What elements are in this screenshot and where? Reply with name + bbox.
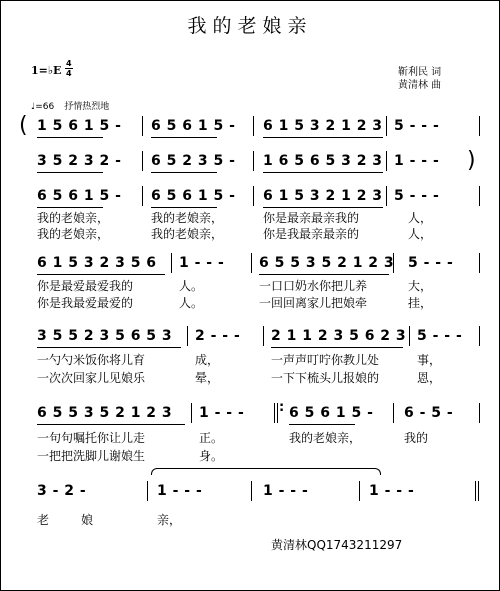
beam: [151, 137, 217, 138]
lyric-r4b-1: 你是我最爱最爱的: [37, 296, 134, 310]
barline: [409, 326, 410, 346]
barline: [253, 151, 254, 171]
lyric-r3a-4: 人，: [408, 211, 433, 225]
beam: [151, 207, 217, 208]
lyric-r5a-2: 成，: [195, 353, 220, 367]
repeat-dots: :: [279, 400, 285, 415]
time-signature-bottom: 4: [66, 69, 72, 78]
expression-marking: 抒情热烈地: [64, 102, 110, 112]
barline: [479, 403, 480, 423]
notes-r2-m3: 1 6 5 6 5 3 2 3: [263, 153, 383, 169]
lyric-r3b-2: 我的老娘亲，: [151, 227, 224, 241]
beam: [259, 274, 389, 275]
lyric-r3a-2: 我的老娘亲，: [151, 211, 224, 225]
opening-bracket: (: [19, 113, 28, 138]
lyric-r3a-3: 你是最亲最亲我的: [263, 211, 360, 225]
lyric-r5a-4: 事，: [417, 353, 442, 367]
beam: [37, 172, 103, 173]
barline: [393, 253, 394, 273]
notes-r6-m3: 6 5 6 1 5 -: [289, 405, 374, 421]
notes-r1-m3: 6 1 5 3 2 1 2 3: [263, 118, 383, 134]
notes-r5-m4: 5 - - -: [417, 328, 463, 344]
notes-r3-m1: 6 5 6 1 5 -: [37, 188, 122, 204]
final-barline: [475, 481, 479, 501]
lyric-r5b-2: 晕，: [195, 371, 220, 385]
barline: [251, 253, 252, 273]
notes-r4-m2: 1 - - -: [179, 255, 225, 271]
lyric-r4a-3: 一口口奶水你把儿养: [259, 279, 368, 293]
notes-r7-m3: 1 - - -: [263, 483, 309, 499]
closing-bracket: ): [467, 148, 476, 173]
notes-r7-m1: 3 - 2 -: [37, 483, 87, 499]
notes-r2-m4: 1 - - -: [394, 153, 440, 169]
lyric-r5b-4: 恩，: [417, 371, 442, 385]
key-signature: 1=♭E: [31, 64, 62, 77]
barline: [142, 186, 143, 206]
composer-credit: 黄清林 曲: [398, 80, 442, 91]
barline: [147, 481, 148, 501]
beam: [263, 137, 383, 138]
time-signature: [65, 59, 73, 78]
lyric-r5b-3: 一下下梳头儿报娘的: [271, 371, 380, 385]
notes-r5-m2: 2 - - -: [195, 328, 241, 344]
beam: [263, 207, 383, 208]
barline: [393, 403, 394, 423]
notes-r1-m2: 6 5 6 1 5 -: [151, 118, 236, 134]
repeat-barline: [274, 403, 278, 423]
barline: [142, 116, 143, 136]
lyric-r7-1: 老: [37, 513, 50, 527]
barline: [187, 326, 188, 346]
barline: [253, 186, 254, 206]
lyric-r3b-1: 我的老娘亲，: [37, 227, 110, 241]
beam: [151, 172, 217, 173]
barline: [386, 116, 387, 136]
signature-text: 黄清林QQ1743211297: [271, 538, 403, 552]
notes-r1-m1: 1 5 6 1 5 -: [37, 118, 122, 134]
lyric-r6a-1: 一句句嘱托你让儿走: [37, 431, 146, 445]
lyric-r7-2: 娘: [81, 513, 94, 527]
tie-arc: [151, 468, 381, 475]
barline: [263, 326, 264, 346]
notes-r5-m3: 2 1 1 2 3 5 6 2 3: [271, 328, 407, 344]
lyric-r4b-3: 一回回离家儿把娘牵: [259, 296, 368, 310]
barline: [479, 116, 480, 136]
beam: [37, 137, 103, 138]
barline: [142, 151, 143, 171]
lyric-r4b-2: 人。: [179, 296, 204, 310]
barline: [479, 186, 480, 206]
lyric-r3b-3: 你是我最亲最亲的: [263, 227, 360, 241]
barline: [251, 481, 252, 501]
notes-r4-m4: 5 - - -: [408, 255, 454, 271]
lyric-r4b-4: 挂，: [408, 296, 433, 310]
song-title: 我的老娘亲: [187, 15, 313, 37]
lyric-r6b-2: 身。: [199, 449, 224, 463]
notes-r4-m3: 6 5 5 3 5 2 1 2 3: [259, 255, 395, 271]
notes-r3-m2: 6 5 6 1 5 -: [151, 188, 236, 204]
lyric-r6a-2: 正。: [199, 431, 224, 445]
tempo-value: ♩=66: [31, 102, 55, 112]
barline: [171, 253, 172, 273]
notes-r7-m4: 1 - - -: [369, 483, 415, 499]
notes-r6-m4: 6 - 5 -: [404, 405, 454, 421]
notes-r3-m4: 5 - - -: [394, 188, 440, 204]
lyric-r6a-3: 我的老娘亲，: [289, 431, 362, 445]
barline: [359, 481, 360, 501]
lyric-r4a-4: 大，: [408, 279, 433, 293]
notes-r5-m1: 3 5 5 2 3 5 6 5 3: [37, 328, 173, 344]
notes-r3-m3: 6 1 5 3 2 1 2 3: [263, 188, 383, 204]
tempo-marking: [31, 99, 109, 112]
notes-r2-m2: 6 5 2 3 5 -: [151, 153, 236, 169]
lyric-r5a-3: 一声声叮咛你教儿处: [271, 353, 380, 367]
notes-r6-m2: 1 - - -: [199, 405, 245, 421]
beam: [37, 274, 165, 275]
lyric-r4a-2: 人。: [179, 279, 204, 293]
lyric-r3b-4: 人，: [408, 227, 433, 241]
lyric-r7-3: 亲，: [157, 513, 182, 527]
time-signature-top: 4: [66, 59, 72, 68]
lyric-r5a-1: 一勺勺米饭你将儿育: [37, 353, 146, 367]
notes-r6-m1: 6 5 5 3 5 2 1 2 3: [37, 405, 173, 421]
notes-r4-m1: 6 1 5 3 2 3 5 6: [37, 255, 157, 271]
notes-r7-m2: 1 - - -: [157, 483, 203, 499]
barline: [386, 186, 387, 206]
barline: [386, 151, 387, 171]
barline: [479, 326, 480, 346]
notes-r1-m4: 5 - - -: [394, 118, 440, 134]
lyric-r3a-1: 我的老娘亲，: [37, 211, 110, 225]
lyric-r6a-4: 我的: [404, 431, 429, 445]
notes-r2-m1: 3 5 2 3 2 -: [37, 153, 122, 169]
lyric-r4a-1: 你是最爱最爱我的: [37, 279, 134, 293]
lyric-r5b-1: 一次次回家儿见娘乐: [37, 371, 146, 385]
beam: [289, 424, 355, 425]
beam: [37, 207, 103, 208]
beam: [37, 347, 181, 348]
lyricist-credit: 靳利民 词: [398, 67, 442, 78]
beam: [37, 424, 185, 425]
beam: [263, 172, 383, 173]
barline: [191, 403, 192, 423]
lyric-r6b-1: 一把把洗脚儿谢娘生: [37, 449, 146, 463]
beam: [271, 347, 403, 348]
barline: [479, 253, 480, 273]
barline: [253, 116, 254, 136]
